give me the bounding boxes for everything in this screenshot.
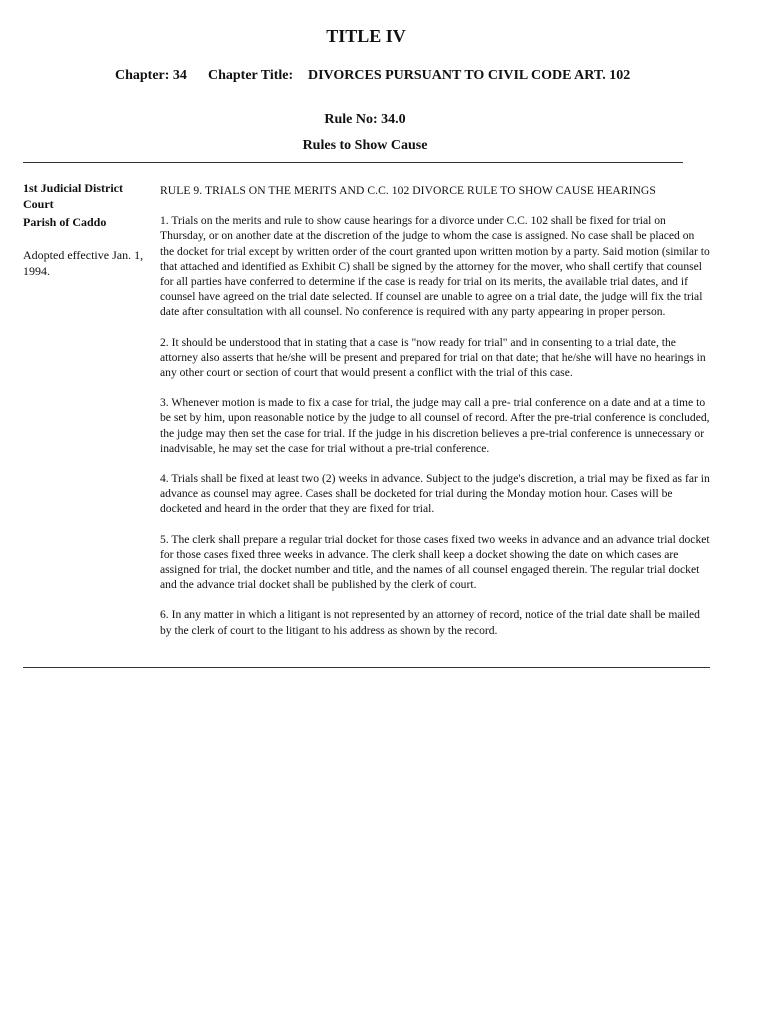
bottom-divider bbox=[23, 667, 710, 668]
rule-name: Rules to Show Cause bbox=[302, 138, 428, 153]
paragraph-5: 5. The clerk shall prepare a regular trial docket for those cases fixed two weeks in advance and an advance trial docket for those cases fixed three weeks in advance. The clerk shall keep a docket showing the date on which cases are assigned for trial, the docket number and title, and the names of all counsel engaged therein. The regular trial docket and the advance trial docket shall be published by the clerk of court. bbox=[160, 532, 710, 592]
chapter-title: DIVORCES PURSUANT TO CIVIL CODE ART. 102 bbox=[308, 68, 631, 83]
chapter-label: Chapter: 34 bbox=[115, 68, 187, 83]
page-title: TITLE IV bbox=[326, 26, 406, 46]
sidebar bbox=[23, 180, 148, 279]
court-name: 1st Judicial District Court bbox=[23, 181, 123, 211]
paragraph-3: 3. Whenever motion is made to fix a case for trial, the judge may call a pre- trial conference on a date and at a time to be set by him, upon reasonable notice by the judge to all counsel of record. After the pre-trial conference is concluded, the judge may then set the case for trial. If the judge in his discretion believes a pre-trial conference is unnecessary or inadvisable, he may set the case for trial without a pre-trial conference. bbox=[160, 396, 710, 455]
paragraph-2: 2. It should be understood that in stating that a case is "now ready for trial" and in consenting to a trial date, the attorney also asserts that he/she will be present and prepared for trial on that date; that he/she will have no hearings in any other court or section of court that would present a conflict with the trial of this case. bbox=[160, 335, 706, 380]
parish-name: Parish of Caddo bbox=[23, 215, 107, 229]
adopted-date: Adopted effective Jan. 1, 1994. bbox=[23, 248, 144, 278]
rule-body bbox=[160, 183, 710, 653]
rule-heading: RULE 9. TRIALS ON THE MERITS AND C.C. 102 DIVORCE RULE TO SHOW CAUSE HEARINGS bbox=[160, 184, 656, 197]
rule-number: Rule No: 34.0 bbox=[324, 112, 406, 127]
paragraph-1: 1. Trials on the merits and rule to show cause hearings for a divorce under C.C. 102 shall be fixed for trial on Thursday, or on another date at the discretion of the judge to whom the case is assigned. No case shall be placed on the docket for trial except by written order of the court granted upon written motion by a party. Said motion (similar to that attached and identified as Exhibit C) shall be signed by the attorney for the mover, who shall certify that counsel for all parties have conferred to determine if the case is ready for trial on its merits, the available trial dates, and if counsel have agreed on the trial date selected. If counsel are unable to agree on a trial date, the judge will fix the trial date after consultation with all counsel. No conference is required with any party appearing in proper person. bbox=[160, 214, 710, 319]
paragraph-4: 4. Trials shall be fixed at least two (2) weeks in advance. Subject to the judge's discretion, a trial may be fixed as far in advance as counsel may agree. Cases shall be docketed for trial during the Monday motion hour. Cases will be docketed and heard in the order that they are fixed for trial. bbox=[160, 472, 710, 516]
top-divider bbox=[23, 162, 683, 163]
chapter-title-label: Chapter Title: bbox=[208, 68, 294, 83]
paragraph-6: 6. In any matter in which a litigant is not represented by an attorney of record, notice of the trial date shall be mailed by the clerk of court to the litigant to his address as shown by the record. bbox=[160, 608, 700, 637]
